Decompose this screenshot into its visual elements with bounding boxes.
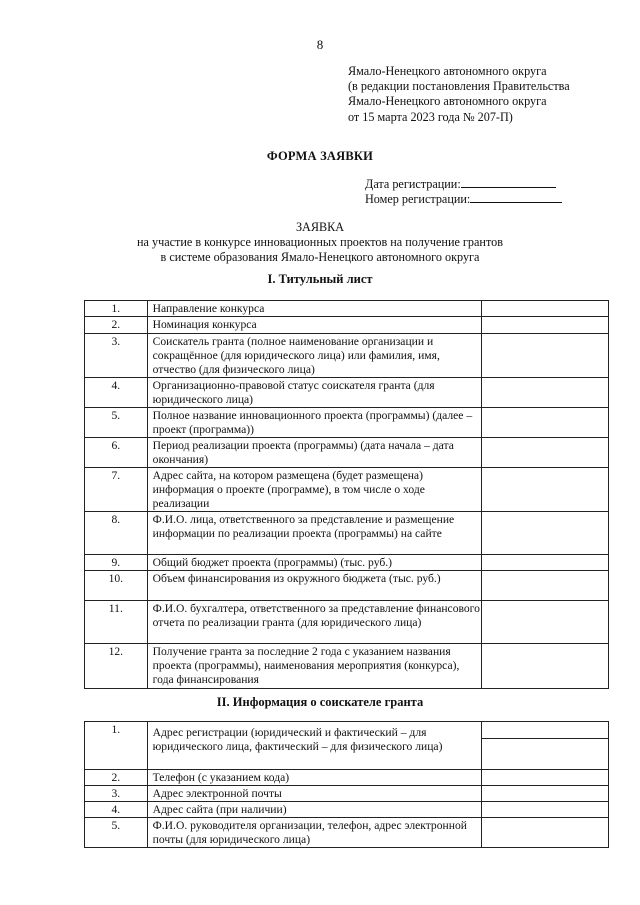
- row-label: Получение гранта за последние 2 года с указанием названия проекта (программы), наименования мероприятия (конкурса), года финансирования: [147, 644, 481, 689]
- header-note-line: от 15 марта 2023 года № 207-П): [348, 109, 513, 124]
- row-label: Ф.И.О. руководителя организации, телефон, адрес электронной почты (для юридического лица): [147, 818, 481, 848]
- row-label: Адрес электронной почты: [147, 786, 481, 802]
- value-cell[interactable]: [481, 818, 608, 848]
- value-cell[interactable]: [481, 601, 608, 644]
- table-row: [85, 317, 609, 334]
- value-cell[interactable]: [481, 786, 608, 802]
- row-label: Общий бюджет проекта (программы) (тыс. руб.): [147, 555, 481, 571]
- row-label: Адрес сайта, на котором размещена (будет размещена) информация о проекте (программе), в том числе о ходе реализации: [147, 468, 481, 512]
- value-cell[interactable]: [481, 334, 608, 378]
- table-row: [85, 555, 609, 571]
- row-number: 3.: [85, 334, 148, 378]
- row-number: 2.: [85, 770, 148, 786]
- row-number: 4.: [85, 802, 148, 818]
- row-label: Соискатель гранта (полное наименование организации и сокращённое (для юридического лица) или фамилия, имя, отчество (для физического лица): [147, 334, 481, 378]
- applicant-info-table: [84, 721, 609, 848]
- registration-date-blank: [461, 176, 556, 188]
- table-row: [85, 818, 609, 848]
- application-line: в системе образования Ямало-Ненецкого автономного округа: [160, 250, 480, 264]
- row-number: 8.: [85, 512, 148, 555]
- table-row: [85, 770, 609, 786]
- table-row: [85, 378, 609, 408]
- value-cell[interactable]: [481, 408, 608, 438]
- registration-date-label: Дата регистрации:: [365, 177, 461, 191]
- row-label: Направление конкурса: [147, 301, 481, 317]
- table-row: [85, 802, 609, 818]
- table-row: [85, 512, 609, 555]
- registration-date: [365, 176, 556, 192]
- section2-title: II. Информация о соискателе гранта: [216, 695, 424, 709]
- value-cell[interactable]: [481, 555, 608, 571]
- table-row: [85, 438, 609, 468]
- row-label: Ф.И.О. бухгалтера, ответственного за представление финансового отчета по реализации гранта (для юридического лица): [147, 601, 481, 644]
- table-row: [85, 722, 609, 770]
- value-cell[interactable]: [481, 644, 608, 689]
- row-number: 6.: [85, 438, 148, 468]
- value-cell[interactable]: [481, 378, 608, 408]
- registration-number-label: Номер регистрации:: [365, 192, 471, 206]
- table-row: [85, 786, 609, 802]
- header-note: [348, 64, 570, 125]
- application-title: ЗАЯВКА: [295, 220, 345, 234]
- title-sheet-table: [84, 300, 609, 689]
- value-cell-divider: [482, 722, 608, 739]
- value-cell[interactable]: [481, 722, 608, 770]
- header-note-line: Ямало-Ненецкого автономного округа: [348, 64, 547, 78]
- row-label: Объем финансирования из окружного бюджета (тыс. руб.): [147, 571, 481, 601]
- table-row: [85, 601, 609, 644]
- value-cell[interactable]: [481, 571, 608, 601]
- value-cell[interactable]: [481, 301, 608, 317]
- registration-number-blank: [470, 191, 562, 203]
- row-number: 10.: [85, 571, 148, 601]
- application-line: на участие в конкурсе инновационных проектов на получение грантов: [137, 235, 503, 249]
- row-number: 9.: [85, 555, 148, 571]
- row-number: 12.: [85, 644, 148, 689]
- header-note-line: Ямало-Ненецкого автономного округа: [348, 94, 547, 109]
- row-number: 2.: [85, 317, 148, 334]
- table-row: [85, 334, 609, 378]
- value-cell-split: [482, 722, 608, 739]
- value-cell[interactable]: [481, 468, 608, 512]
- row-label: Адрес сайта (при наличии): [147, 802, 481, 818]
- value-cell[interactable]: [481, 317, 608, 334]
- row-label: Номинация конкурса: [147, 317, 481, 334]
- table-row: [85, 644, 609, 689]
- row-number: 7.: [85, 468, 148, 512]
- row-number: 5.: [85, 408, 148, 438]
- row-label: Ф.И.О. лица, ответственного за представление и размещение информации по реализации проекта (программы) на сайте: [147, 512, 481, 555]
- row-label: Организационно-правовой статус соискателя гранта (для юридического лица): [147, 378, 481, 408]
- row-label: Период реализации проекта (программы) (дата начала – дата окончания): [147, 438, 481, 468]
- row-label: Адрес регистрации (юридический и фактический – для юридического лица, фактический – для физического лица): [147, 722, 481, 770]
- value-cell[interactable]: [481, 802, 608, 818]
- table-row: [85, 571, 609, 601]
- value-cell[interactable]: [481, 770, 608, 786]
- row-number: 3.: [85, 786, 148, 802]
- row-label: Телефон (с указанием кода): [147, 770, 481, 786]
- row-number: 1.: [85, 722, 148, 770]
- form-title: ФОРМА ЗАЯВКИ: [266, 149, 374, 163]
- table-row: [85, 301, 609, 317]
- row-number: 5.: [85, 818, 148, 848]
- table-row: [85, 408, 609, 438]
- table-row: [85, 468, 609, 512]
- value-cell[interactable]: [481, 512, 608, 555]
- row-number: 4.: [85, 378, 148, 408]
- value-cell[interactable]: [481, 438, 608, 468]
- page-number: 8: [316, 37, 324, 52]
- application-title-block: [0, 220, 640, 265]
- row-label: Полное название инновационного проекта (программы) (далее – проект (программа)): [147, 408, 481, 438]
- header-note-line: (в редакции постановления Правительства: [348, 79, 570, 94]
- row-number: 11.: [85, 601, 148, 644]
- registration-number: [365, 191, 562, 207]
- row-number: 1.: [85, 301, 148, 317]
- section1-title: I. Титульный лист: [267, 272, 373, 286]
